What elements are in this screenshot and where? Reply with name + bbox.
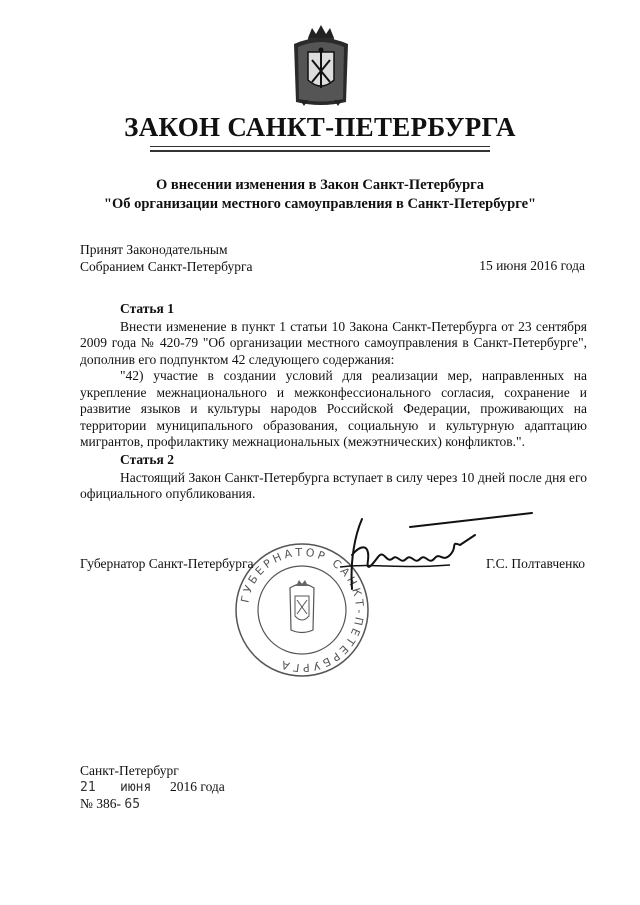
article-heading: Статья 2 xyxy=(120,452,174,467)
svg-text:ГУБЕРНАТОР САНКТ-ПЕТЕРБУРГА: ГУБЕРНАТОР САНКТ-ПЕТЕРБУРГА xyxy=(238,545,367,675)
article-paragraph: Настоящий Закон Санкт-Петербурга вступает в силу через 10 дней после дня его официального опубликования. xyxy=(80,469,587,501)
adopted-by xyxy=(80,241,253,275)
subtitle-line: О внесении изменения в Закон Санкт-Петербурга xyxy=(155,177,484,193)
footer-year: 2016 года xyxy=(170,779,225,794)
adopted-line: Принят Законодательным xyxy=(80,242,228,257)
signatory-title: Губернатор Санкт-Петербурга xyxy=(80,556,254,571)
article-2 xyxy=(80,452,587,503)
article-paragraph: "42) участие в создании условий для реализации мер, направленных на укрепление межнационального и межконфессионального согласия, сохранение и развитие языков и культуры народов Российской Федерации, проживающих на территории муниципального образования, социальную и культурную адаптацию мигрантов, профилактику межнациональных (межэтнических) конфликтов.". xyxy=(80,368,587,449)
signatory-name: Г.С. Полтавченко xyxy=(485,556,585,571)
handwritten-signature xyxy=(300,505,535,595)
footer-day: 21 xyxy=(80,780,96,795)
article-heading: Статья 1 xyxy=(120,301,174,316)
article-paragraph: Внести изменение в пункт 1 статьи 10 Закона Санкт-Петербурга от 23 сентября 2009 года № 420-79 "Об организации местного самоуправления в Санкт-Петербурге", дополнив его подпунктом 42 следующего содержания: xyxy=(80,318,587,367)
footer-number xyxy=(80,796,225,813)
adopted-line: Собранием Санкт-Петербурга xyxy=(80,259,253,274)
article-1 xyxy=(80,301,587,451)
adoption-date: 15 июня 2016 года xyxy=(479,258,585,273)
title-divider xyxy=(150,150,490,152)
footer-city: Санкт-Петербург xyxy=(80,763,179,778)
footer-number-suffix: 65 xyxy=(124,797,141,812)
footer-month: июня xyxy=(120,780,152,795)
law-title: ЗАКОН САНКТ-ПЕТЕРБУРГА xyxy=(124,112,516,142)
subtitle-line: "Об организации местного самоуправления в Санкт-Петербурге" xyxy=(103,196,537,212)
title-divider xyxy=(150,146,490,147)
footer-date xyxy=(80,779,225,796)
document-footer xyxy=(80,763,225,813)
footer-number-prefix: № 386- xyxy=(80,796,122,811)
coat-of-arms-icon xyxy=(290,22,352,108)
law-subtitle xyxy=(0,176,640,214)
